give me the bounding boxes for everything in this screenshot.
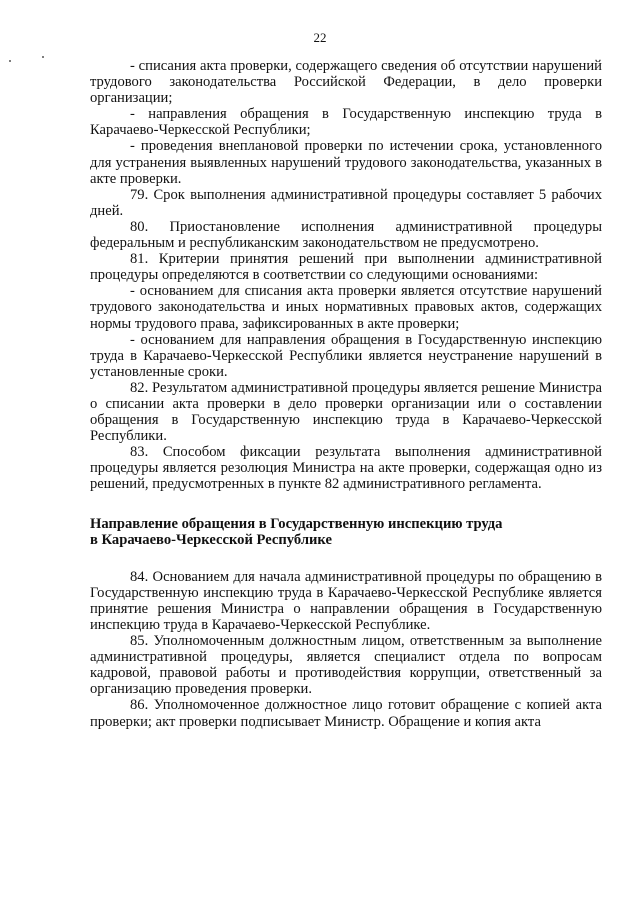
paragraph: - основанием для направления обращения в Государственную инспекцию труда в Карачаево-Черкесской Республики является неустранение нарушений в установленные сроки. — [90, 331, 602, 380]
paragraph: - основанием для списания акта проверки является отсутствие нарушений трудового законодательства и иных нормативных правовых актов, содержащих нормы трудового права, зафиксированных в акте проверки; — [90, 283, 602, 332]
paragraph: - списания акта проверки, содержащего сведения об отсутствии нарушений трудового законодательства Российской Федерации, в дело проверки организации; — [90, 58, 602, 107]
paragraph: 84. Основанием для начала административной процедуры по обращению в Государственную инспекцию труда в Карачаево-Черкесской Республике является принятие решения Министра о направлении обращения в Государственную инспекцию труда в Карачаево-Черкесской Республике. — [90, 568, 602, 633]
paragraph: - направления обращения в Государственную инспекцию труда в Карачаево-Черкесской Республики; — [90, 106, 602, 139]
scan-speck — [42, 56, 44, 58]
section-heading-line-2: в Карачаево-Черкесской Республике — [90, 531, 332, 548]
paragraph: 81. Критерии принятия решений при выполнении административной процедуры определяются в соответствии со следующими основаниями: — [90, 251, 602, 284]
paragraph: 83. Способом фиксации результата выполнения административной процедуры является резолюция Министра на акте проверки, содержащая одно из решений, предусмотренных в пункте 82 административного регламента. — [90, 444, 602, 493]
paragraph: 79. Срок выполнения административной процедуры составляет 5 рабочих дней. — [90, 186, 602, 219]
paragraph: - проведения внеплановой проверки по истечении срока, установленного для устранения выявленных нарушений трудового законодательства, указанных в акте проверки. — [90, 138, 602, 187]
page-number: 22 — [313, 30, 327, 45]
document-body — [90, 58, 602, 730]
paragraph: 85. Уполномоченным должностным лицом, ответственным за выполнение административной процедуры, является специалист отдела по вопросам кадровой, правовой работы и противодействия коррупции, ответственный за организацию проведения проверки. — [90, 633, 602, 698]
section-heading-line-1: Направление обращения в Государственную инспекцию труда — [90, 515, 503, 532]
paragraph: 80. Приостановление исполнения административной процедуры федеральным и республиканским законодательством не предусмотрено. — [90, 218, 602, 252]
paragraph: 82. Результатом административной процедуры является решение Министра о списании акта проверки в дело проверки организации или о составлении обращения в Государственную инспекцию труда в Карачаево-Черкесской Республики. — [90, 379, 602, 445]
paragraph: 86. Уполномоченное должностное лицо готовит обращение с копией акта проверки; акт проверки подписывает Министр. Обращение и копия акта — [90, 697, 602, 730]
scan-speck — [9, 60, 11, 62]
